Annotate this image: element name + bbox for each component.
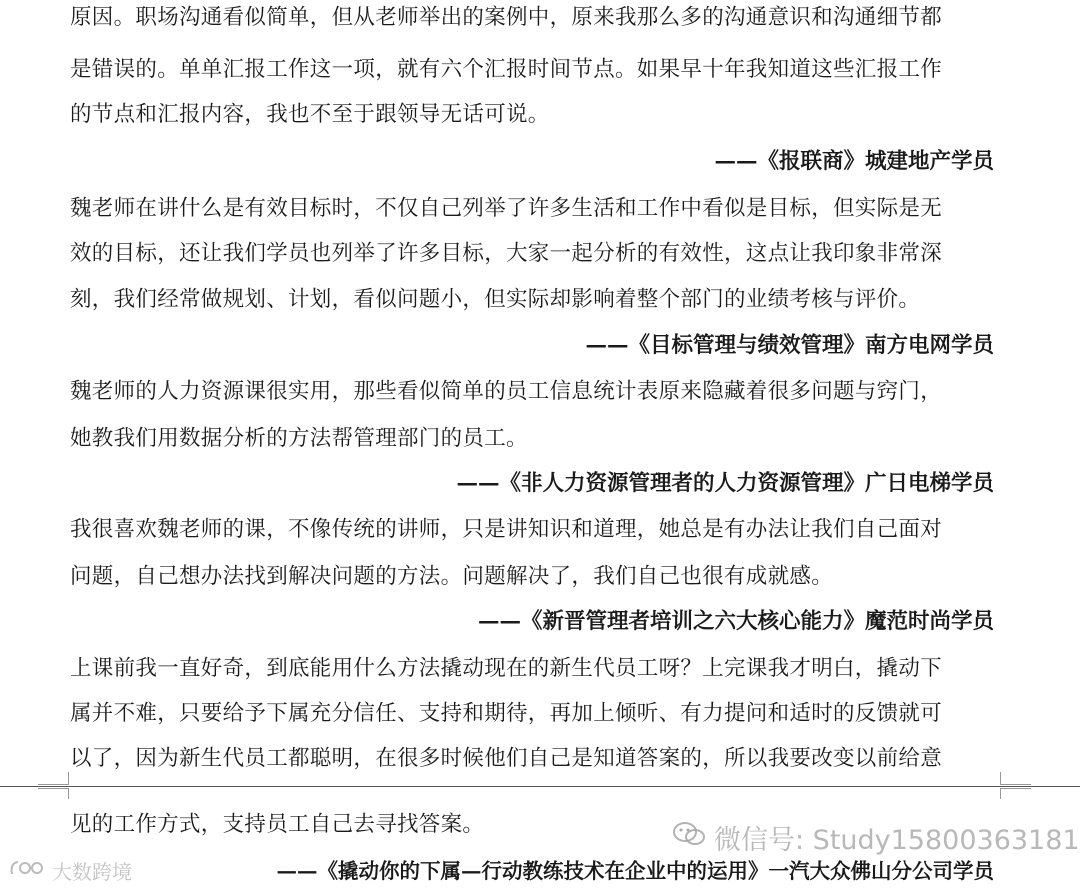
brand-watermark: [8, 856, 132, 885]
wechat-watermark: [672, 818, 1080, 857]
page-break-divider: [0, 786, 1080, 787]
paragraph-line: 属并不难，只要给予下属充分信任、支持和期待，再加上倾听、有力提问和适时的反馈就可: [70, 701, 943, 726]
watermark-brand-text: 大数跨境: [52, 860, 132, 884]
paragraph-line: 以了，因为新生代员工都聪明，在很多时候他们自己是知道答案的，所以我要改变以前给意: [70, 746, 943, 771]
paragraph-line: 刻，我们经常做规划、计划，看似问题小，但实际却影响着整个部门的业绩考核与评价。: [70, 287, 921, 312]
attribution: ——《新晋管理者培训之六大核心能力》魔范时尚学员: [477, 609, 994, 634]
paragraph-line: 问题，自己想办法找到解决问题的方法。问题解决了，我们自己也很有成就感。: [70, 564, 834, 589]
attribution: ——《撬动你的下属—行动教练技术在企业中的运用》一汽大众佛山分公司学员: [276, 859, 994, 883]
logo-icon: [8, 857, 48, 884]
paragraph-line: 的节点和汇报内容，我也不至于跟领导无话可说。: [70, 102, 550, 127]
paragraph-line: 我很喜欢魏老师的课，不像传统的讲师，只是讲知识和道理，她总是有办法让我们自己面对: [70, 517, 943, 542]
wechat-icon: [672, 820, 706, 855]
attribution: ——《非人力资源管理者的人力资源管理》广日电梯学员: [456, 471, 994, 496]
page-corner-mark: [1000, 772, 1031, 785]
paragraph-line: 魏老师在讲什么是有效目标时，不仅自己列举了许多生活和工作中看似是目标，但实际是无: [70, 196, 943, 221]
paragraph-line: 上课前我一直好奇，到底能用什么方法撬动现在的新生代员工呀？上完课我才明白，撬动下: [70, 656, 943, 681]
watermark-text: 微信号: Study15800363181: [714, 825, 1080, 856]
paragraph-line: 是错误的。单单汇报工作这一项，就有六个汇报时间节点。如果早十年我知道这些汇报工作: [70, 57, 943, 82]
attribution: ——《目标管理与绩效管理》南方电网学员: [585, 333, 994, 358]
paragraph-line: 原因。职场沟通看似简单，但从老师举出的案例中，原来我那么多的沟通意识和沟通细节都: [70, 5, 943, 30]
paragraph-line: 她教我们用数据分析的方法帮管理部门的员工。: [70, 426, 528, 451]
paragraph-line: 见的工作方式，支持员工自己去寻找答案。: [70, 812, 485, 837]
page-corner-mark: [1000, 788, 1031, 799]
attribution: ——《报联商》城建地产学员: [714, 149, 994, 174]
paragraph-line: 效的目标，还让我们学员也列举了许多目标，大家一起分析的有效性，这点让我印象非常深: [70, 241, 943, 266]
page-corner-mark: [38, 788, 69, 799]
page-corner-mark: [38, 772, 69, 785]
paragraph-line: 魏老师的人力资源课很实用，那些看似简单的员工信息统计表原来隐藏着很多问题与窍门，: [70, 379, 943, 404]
